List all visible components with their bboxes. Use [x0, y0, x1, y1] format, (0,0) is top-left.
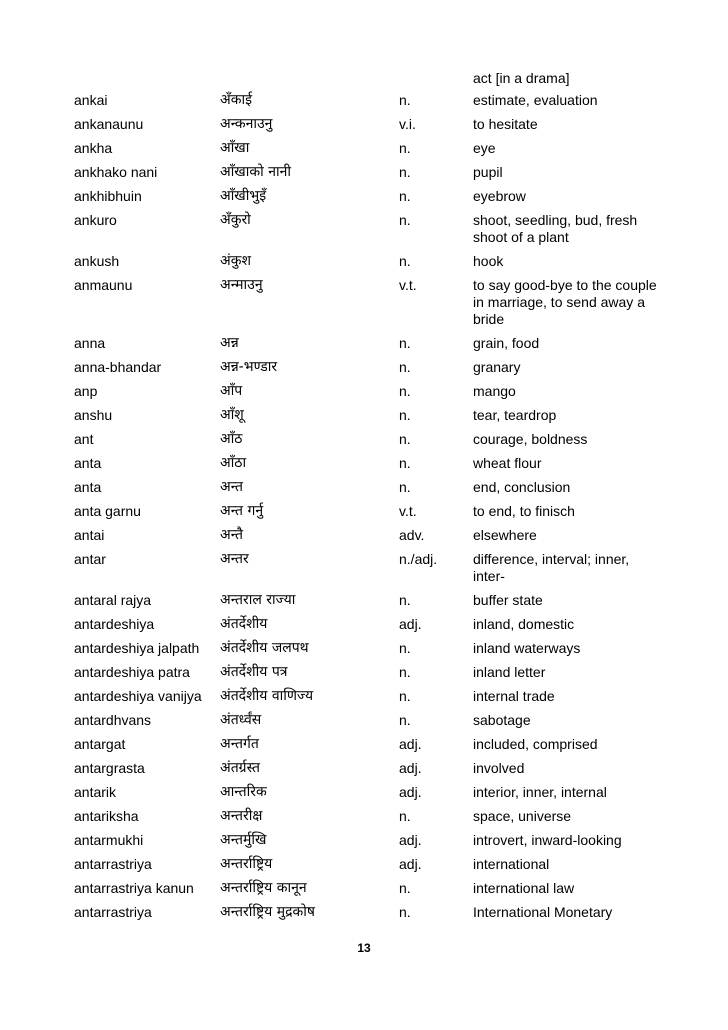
transliteration: anta garnu	[74, 503, 141, 519]
english-meaning: included, comprised	[473, 736, 598, 752]
transliteration: ankha	[74, 140, 113, 156]
transliteration: anmaunu	[74, 277, 133, 293]
part-of-speech: n.	[399, 479, 411, 495]
transliteration: anna	[74, 335, 106, 351]
english-meaning: interior, inner, internal	[473, 784, 607, 800]
carryover-definition: act [in a drama]	[473, 70, 570, 86]
part-of-speech: n.	[399, 92, 411, 108]
english-meaning: introvert, inward-looking	[473, 832, 622, 848]
english-meaning: shoot, seedling, bud, fresh shoot of a plant	[473, 212, 638, 245]
english-meaning: tear, teardrop	[473, 407, 557, 423]
transliteration: ant	[74, 431, 94, 447]
part-of-speech: adj.	[399, 616, 422, 632]
transliteration: ankhako nani	[74, 164, 158, 180]
dictionary-entry	[74, 757, 674, 781]
nepali-word: आन्तरिक	[220, 784, 267, 800]
part-of-speech: n.	[399, 712, 411, 728]
dictionary-entry	[74, 877, 674, 901]
nepali-word: अंतर्देशीय	[220, 616, 268, 632]
english-meaning: hook	[473, 253, 504, 269]
dictionary-entry	[74, 332, 674, 356]
nepali-word: अंतर्ग्रस्त	[220, 760, 260, 776]
english-meaning: courage, boldness	[473, 431, 588, 447]
english-meaning: elsewhere	[473, 527, 537, 543]
part-of-speech: n.	[399, 383, 411, 399]
dictionary-entry	[74, 661, 674, 685]
transliteration: antardeshiya	[74, 616, 155, 632]
part-of-speech: n./adj.	[399, 551, 438, 567]
part-of-speech: n.	[399, 359, 411, 375]
dictionary-entry	[74, 89, 674, 113]
dictionary-entry	[74, 805, 674, 829]
english-meaning: inland, domestic	[473, 616, 575, 632]
transliteration: ankai	[74, 92, 108, 108]
part-of-speech: n.	[399, 253, 411, 269]
part-of-speech: n.	[399, 431, 411, 447]
dictionary-entry	[74, 589, 674, 613]
nepali-word: आँप	[220, 383, 243, 399]
part-of-speech: n.	[399, 407, 411, 423]
nepali-word: अन्कनाउनु	[220, 116, 273, 132]
nepali-word: अंतर्देशीय पत्र	[220, 664, 288, 680]
transliteration: antarrastriya	[74, 904, 152, 920]
transliteration: antardeshiya jalpath	[74, 640, 200, 656]
transliteration: ankhibhuin	[74, 188, 142, 204]
english-meaning: inland waterways	[473, 640, 581, 656]
dictionary-entry	[74, 829, 674, 853]
dictionary-entry	[74, 637, 674, 661]
nepali-word: अन्न	[220, 335, 239, 351]
english-meaning: difference, interval; inner, inter-	[473, 551, 630, 584]
transliteration: anshu	[74, 407, 113, 423]
dictionary-entry	[74, 137, 674, 161]
transliteration: anta	[74, 455, 102, 471]
transliteration: antargat	[74, 736, 126, 752]
part-of-speech: adj.	[399, 832, 422, 848]
nepali-word: अँकुरो	[220, 212, 251, 228]
nepali-word: अंतर्देशीय वाणिज्य	[220, 688, 314, 704]
dictionary-entry	[74, 380, 674, 404]
nepali-word: आँखा	[220, 140, 250, 156]
dictionary-entry	[74, 500, 674, 524]
dictionary-entry	[74, 613, 674, 637]
part-of-speech: n.	[399, 212, 411, 228]
english-meaning: grain, food	[473, 335, 540, 351]
part-of-speech: adj.	[399, 736, 422, 752]
transliteration: antardhvans	[74, 712, 152, 728]
dictionary-entry	[74, 404, 674, 428]
part-of-speech: n.	[399, 904, 411, 920]
part-of-speech: n.	[399, 664, 411, 680]
part-of-speech: n.	[399, 880, 411, 896]
nepali-word: अन्न-भण्डार	[220, 359, 278, 375]
part-of-speech: n.	[399, 455, 411, 471]
nepali-word: आँखाको नानी	[220, 164, 292, 180]
english-meaning: international law	[473, 880, 575, 896]
transliteration: ankush	[74, 253, 120, 269]
part-of-speech: adv.	[399, 527, 425, 543]
dictionary-entry	[74, 853, 674, 877]
page-number: 13	[357, 941, 371, 955]
dictionary-entry	[74, 161, 674, 185]
english-meaning: international	[473, 856, 550, 872]
transliteration: antardeshiya vanijya	[74, 688, 202, 704]
dictionary-entry	[74, 185, 674, 209]
transliteration: antar	[74, 551, 106, 567]
transliteration: anta	[74, 479, 102, 495]
part-of-speech: n.	[399, 688, 411, 704]
dictionary-entry	[74, 524, 674, 548]
transliteration: anna-bhandar	[74, 359, 162, 375]
nepali-word: अन्तर	[220, 551, 249, 567]
transliteration: ankanaunu	[74, 116, 144, 132]
english-meaning: internal trade	[473, 688, 555, 704]
dictionary-entry	[74, 476, 674, 500]
transliteration: ankuro	[74, 212, 117, 228]
dictionary-entry	[74, 733, 674, 757]
english-meaning: to hesitate	[473, 116, 538, 132]
nepali-word: आँठ	[220, 431, 243, 447]
nepali-word: अन्तराल राज्या	[220, 592, 296, 608]
english-meaning: inland letter	[473, 664, 546, 680]
nepali-word: अन्तै	[220, 527, 243, 543]
part-of-speech: n.	[399, 335, 411, 351]
dictionary-entry	[74, 709, 674, 733]
dictionary-entry	[74, 250, 674, 274]
part-of-speech: adj.	[399, 760, 422, 776]
nepali-word: अन्तर्राष्ट्रिय मुद्रकोष	[220, 904, 315, 920]
part-of-speech: n.	[399, 188, 411, 204]
nepali-word: आँखीभुइँ	[220, 188, 267, 204]
nepali-word: अन्त गर्नु	[220, 503, 264, 519]
nepali-word: अँकाई	[220, 92, 252, 108]
dictionary-entry	[74, 113, 674, 137]
nepali-word: अन्त	[220, 479, 243, 495]
transliteration: antargrasta	[74, 760, 145, 776]
english-meaning: estimate, evaluation	[473, 92, 598, 108]
dictionary-entry	[74, 548, 674, 589]
english-meaning: to say good-bye to the couple in marriage, to send away a bride	[473, 277, 657, 327]
english-meaning: space, universe	[473, 808, 572, 824]
dictionary-entry	[74, 356, 674, 380]
english-meaning: International Monetary	[473, 904, 613, 920]
dictionary-entry	[74, 274, 674, 332]
transliteration: antaral rajya	[74, 592, 152, 608]
part-of-speech: v.t.	[399, 277, 417, 293]
transliteration: antariksha	[74, 808, 139, 824]
transliteration: antarmukhi	[74, 832, 144, 848]
english-meaning: end, conclusion	[473, 479, 571, 495]
english-meaning: mango	[473, 383, 516, 399]
nepali-word: अन्तरीक्ष	[220, 808, 263, 824]
transliteration: antarrastriya kanun	[74, 880, 194, 896]
part-of-speech: n.	[399, 640, 411, 656]
transliteration: antarrastriya	[74, 856, 152, 872]
english-meaning: to end, to finisch	[473, 503, 575, 519]
english-meaning: wheat flour	[473, 455, 542, 471]
english-meaning: granary	[473, 359, 521, 375]
nepali-word: अन्तर्मुखि	[220, 832, 267, 848]
part-of-speech: adj.	[399, 856, 422, 872]
nepali-word: अन्तर्राष्ट्रिय	[220, 856, 273, 872]
transliteration: antai	[74, 527, 105, 543]
dictionary-entry	[74, 685, 674, 709]
transliteration: antarik	[74, 784, 117, 800]
nepali-word: आँठा	[220, 455, 247, 471]
part-of-speech: n.	[399, 592, 411, 608]
english-meaning: eyebrow	[473, 188, 526, 204]
nepali-word: अन्तर्गत	[220, 736, 259, 752]
dictionary-entry	[74, 452, 674, 476]
entry-list	[74, 89, 674, 925]
dictionary-entry	[74, 781, 674, 805]
nepali-word: आँशू	[220, 407, 244, 423]
part-of-speech: adj.	[399, 784, 422, 800]
part-of-speech: v.i.	[399, 116, 416, 132]
transliteration: antardeshiya patra	[74, 664, 190, 680]
part-of-speech: v.t.	[399, 503, 417, 519]
part-of-speech: n.	[399, 140, 411, 156]
nepali-word: अंतर्ध्वंस	[220, 712, 262, 728]
dictionary-entry	[74, 209, 674, 250]
transliteration: anp	[74, 383, 98, 399]
nepali-word: अन्माउनु	[220, 277, 263, 293]
nepali-word: अंतर्देशीय जलपथ	[220, 640, 309, 656]
english-meaning: sabotage	[473, 712, 531, 728]
nepali-word: अंकुश	[220, 253, 251, 269]
english-meaning: eye	[473, 140, 496, 156]
nepali-word: अन्तर्राष्ट्रिय कानून	[220, 880, 307, 896]
english-meaning: buffer state	[473, 592, 543, 608]
part-of-speech: n.	[399, 808, 411, 824]
english-meaning: involved	[473, 760, 525, 776]
dictionary-entry	[74, 428, 674, 452]
part-of-speech: n.	[399, 164, 411, 180]
dictionary-entry	[74, 901, 674, 925]
english-meaning: pupil	[473, 164, 503, 180]
